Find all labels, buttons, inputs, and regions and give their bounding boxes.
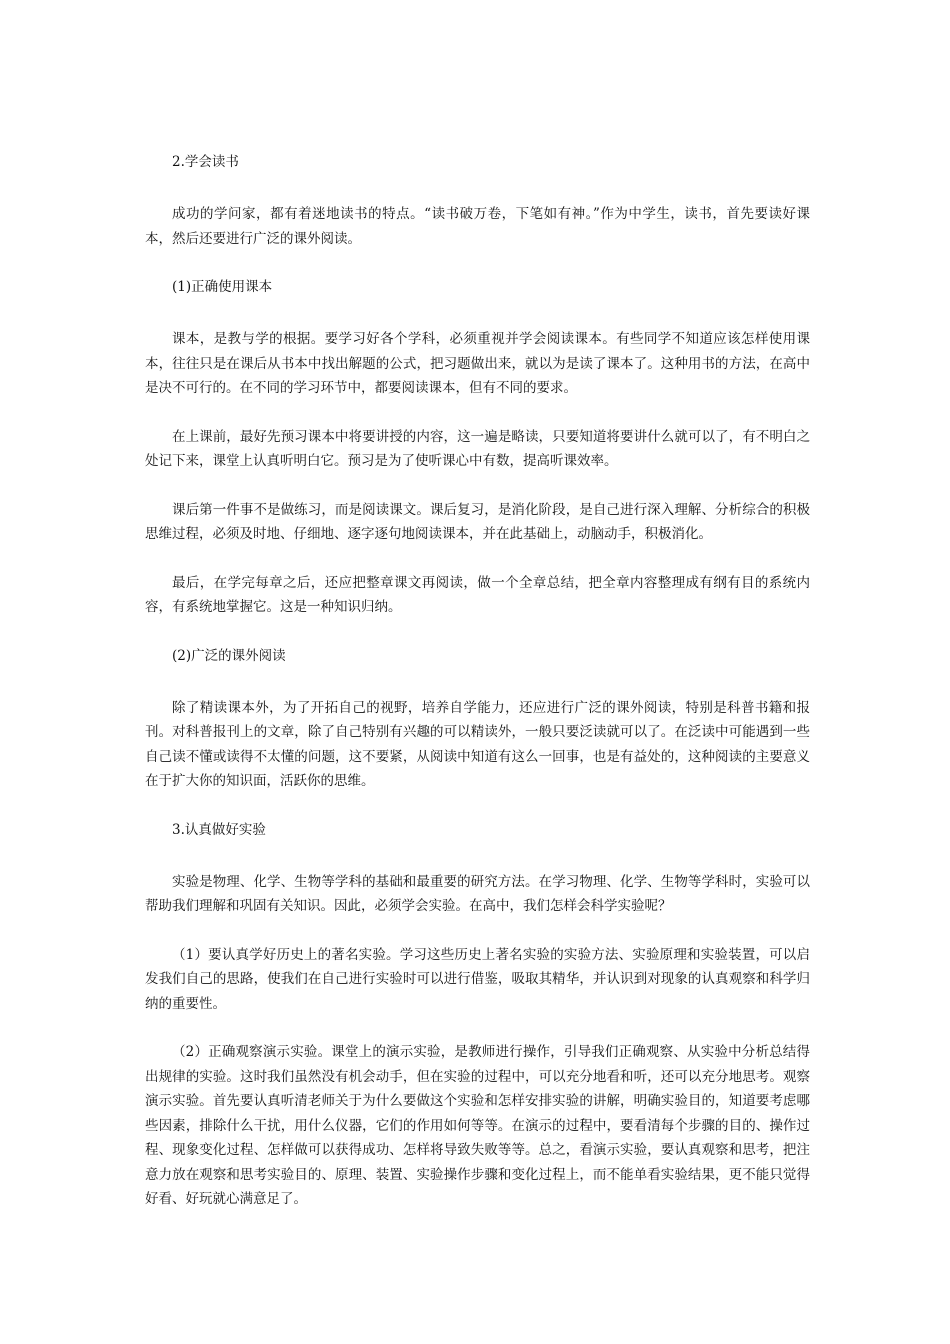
section-2-intro-paragraph: 成功的学问家，都有着迷地读书的特点。“读书破万卷，下笔如有神。”作为中学生，读书，首先要读好课本，然后还要进行广泛的课外阅读。	[145, 206, 810, 247]
section-3-paragraph-1: （1）要认真学好历史上的著名实验。学习这些历史上著名实验的实验方法、实验原理和实验装置，可以启发我们自己的思路，使我们在自己进行实验时可以进行借鉴，吸取其精华，并认识到对现象的认真观察和科学归纳的重要性。	[145, 946, 810, 1012]
document-page	[145, 150, 810, 1212]
subsection-2-paragraph-1: 除了精读课本外，为了开拓自己的视野，培养自学能力，还应进行广泛的课外阅读，特别是科普书籍和报刊。对科普报刊上的文章，除了自己特别有兴趣的可以精读外，一般只要泛读就可以了。在泛读中可能遇到一些自己读不懂或读得不太懂的问题，这不要紧，从阅读中知道有这么一回事，也是有益处的，这种阅读的主要意义在于扩大你的知识面，活跃你的思维。	[145, 699, 810, 789]
section-3-paragraph-2: （2）正确观察演示实验。课堂上的演示实验，是教师进行操作，引导我们正确观察、从实验中分析总结得出规律的实验。这时我们虽然没有机会动手，但在实验的过程中，可以充分地看和听，还可以充分地思考。观察演示实验。首先要认真听清老师关于为什么要做这个实验和怎样安排实验的讲解，明确实验目的，知道要考虑哪些因素，排除什么干扰，用什么仪器，它们的作用如何等等。在演示的过程中，要看清每个步骤的目的、操作过程、现象变化过程、怎样做可以获得成功、怎样将导致失败等等。总之，看演示实验，要认真观察和思考，把注意力放在观察和思考实验目的、原理、装置、实验操作步骤和变化过程上，而不能单看实验结果，更不能只觉得好看、好玩就心满意足了。	[145, 1044, 810, 1207]
section-3-intro-paragraph: 实验是物理、化学、生物等学科的基础和最重要的研究方法。在学习物理、化学、生物等学科时，实验可以帮助我们理解和巩固有关知识。因此，必须学会实验。在高中，我们怎样会科学实验呢？	[145, 873, 810, 914]
section-2-heading: 2.学会读书	[172, 154, 239, 170]
subsection-1-paragraph-1: 课本，是教与学的根据。要学习好各个学科，必须重视并学会阅读课本。有些同学不知道应该怎样使用课本，往往只是在课后从书本中找出解题的公式，把习题做出来，就以为是读了课本了。这种用书的方法，在高中是决不可行的。在不同的学习环节中，都要阅读课本，但有不同的要求。	[145, 331, 810, 396]
subsection-1-heading: (1)正确使用课本	[172, 279, 273, 295]
subsection-1-paragraph-2: 在上课前，最好先预习课本中将要讲授的内容，这一遍是略读，只要知道将要讲什么就可以了，有不明白之处记下来，课堂上认真听明白它。预习是为了使听课心中有数，提高听课效率。	[145, 428, 810, 469]
subsection-1-paragraph-4: 最后，在学完每章之后，还应把整章课文再阅读，做一个全章总结，把全章内容整理成有纲有目的系统内容，有系统地掌握它。这是一种知识归纳。	[145, 574, 810, 615]
section-3-heading: 3.认真做好实验	[172, 821, 266, 838]
subsection-2-heading: (2)广泛的课外阅读	[172, 647, 286, 664]
subsection-1-paragraph-3: 课后第一件事不是做练习，而是阅读课文。课后复习，是消化阶段，是自己进行深入理解、分析综合的积极思维过程，必须及时地、仔细地、逐字逐句地阅读课本，并在此基础上，动脑动手，积极消化。	[145, 501, 810, 542]
